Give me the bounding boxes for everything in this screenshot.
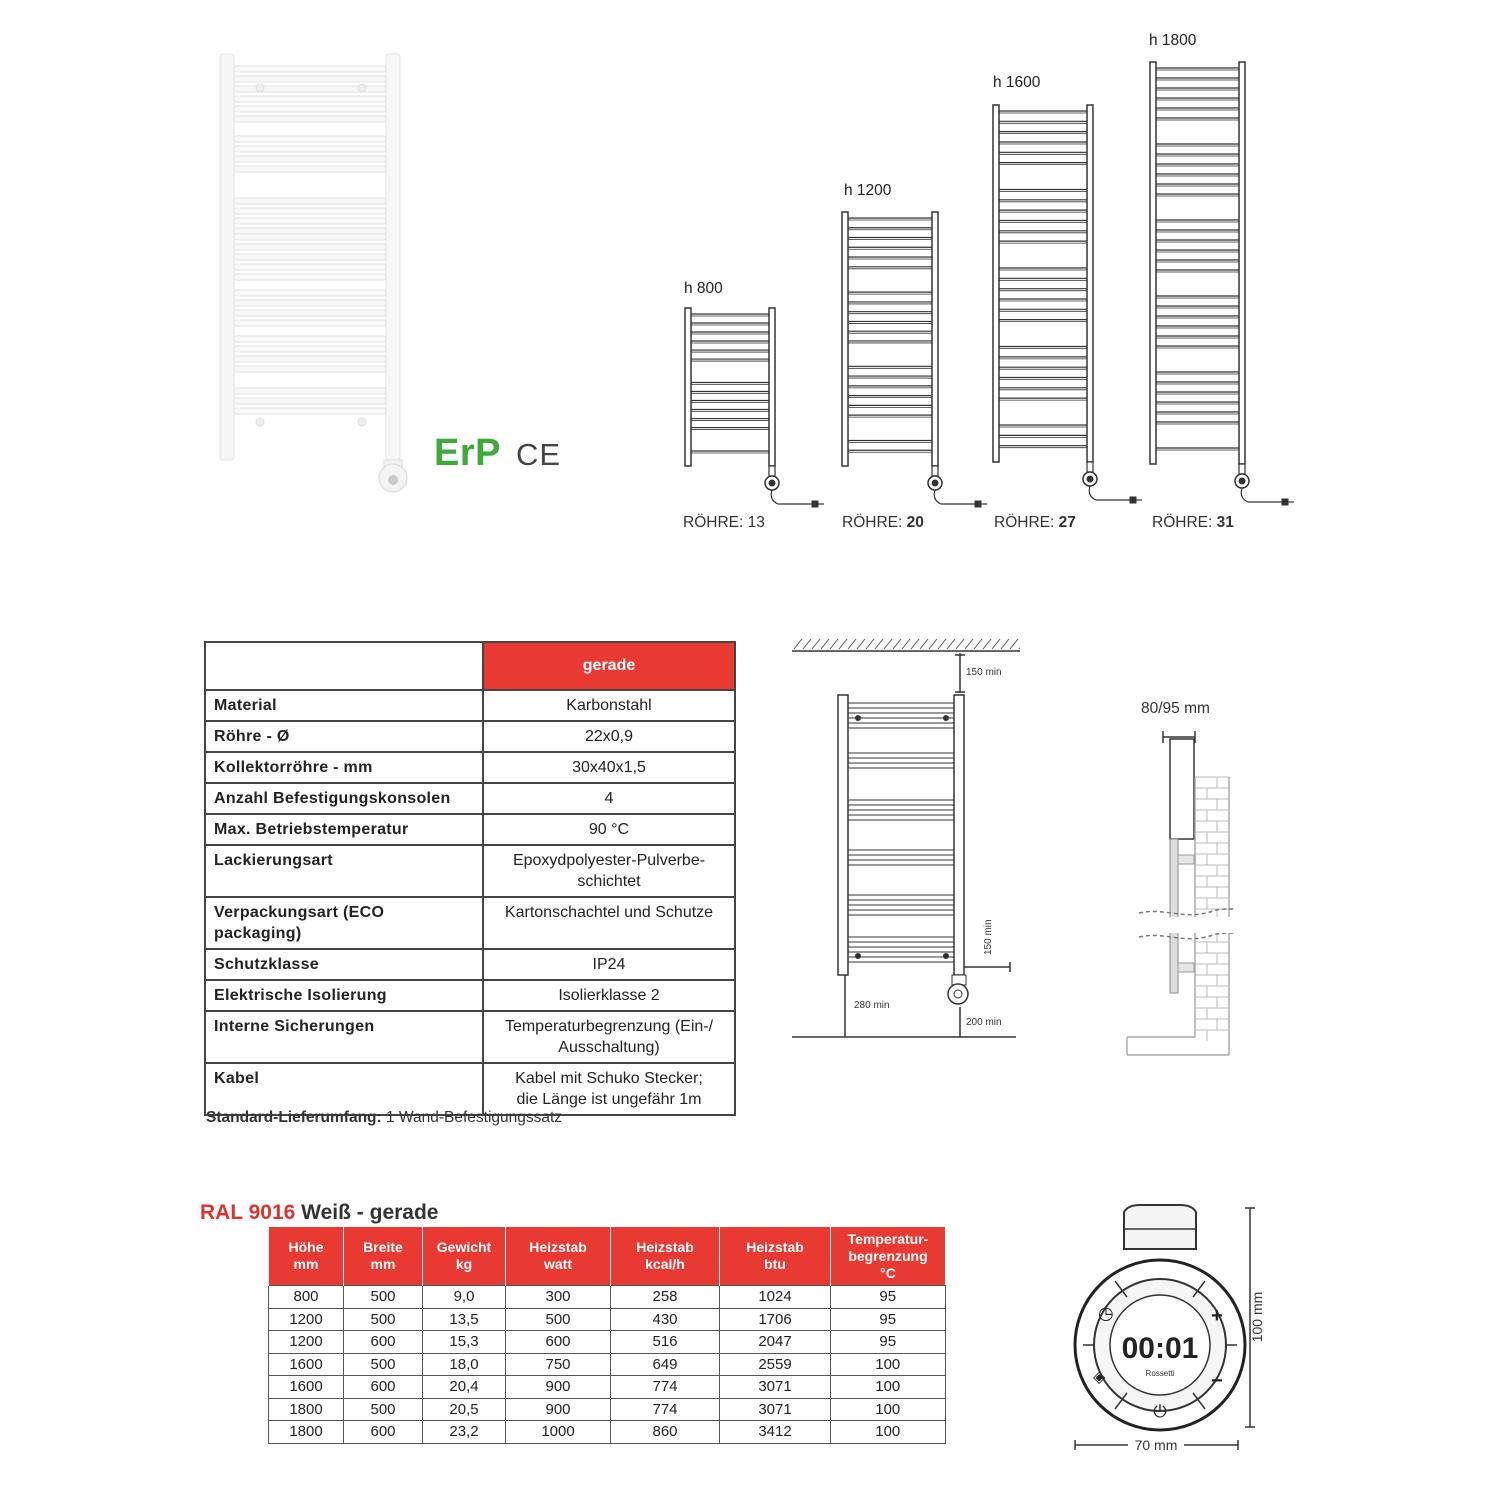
ral-cell: 95 [831, 1286, 946, 1309]
ral-col-header [423, 1227, 506, 1286]
ral-row [269, 1398, 946, 1421]
ral-row [269, 1286, 946, 1309]
ceiling-hatch [1010, 639, 1018, 649]
ral-cell: 600 [344, 1331, 423, 1354]
spec-row [205, 814, 735, 845]
spec-value: Epoxydpolyester-Pulverbe- schichtet [483, 845, 735, 897]
ceiling-hatch [812, 639, 820, 649]
top-clearance-label: 150 min [966, 667, 1002, 678]
variant-right-rail [769, 308, 775, 466]
ral-cell: 600 [344, 1376, 423, 1399]
ral-cell: 13,5 [423, 1308, 506, 1331]
size-label-1800: h 1800 [1149, 32, 1197, 49]
spec-key: Interne Sicherungen [205, 1011, 483, 1063]
ceiling-hatch [884, 639, 892, 649]
ceiling-hatch [992, 639, 1000, 649]
ral-cell: 258 [611, 1286, 720, 1309]
spec-key: Lackierungsart [205, 845, 483, 897]
ral-cell: 500 [344, 1308, 423, 1331]
thermostat-display: 00:01 [1121, 1332, 1199, 1365]
ceiling-hatch [965, 639, 973, 649]
ral-col-header-line: Höhe [288, 1239, 324, 1255]
ral-cell: 800 [269, 1286, 344, 1309]
ral-cell: 600 [506, 1331, 611, 1354]
plug-icon [1130, 497, 1136, 503]
photo-bar [234, 310, 386, 316]
spec-row [205, 752, 735, 783]
spec-header-row [205, 642, 735, 690]
spec-value: IP24 [483, 949, 735, 980]
ral-col-header-line: begrenzung [848, 1247, 928, 1264]
photo-bar [234, 290, 386, 296]
ral-cell: 1800 [269, 1398, 344, 1421]
ral-cell: 95 [831, 1308, 946, 1331]
spec-header-gerade: gerade [483, 642, 735, 690]
plus-icon: + [1211, 1305, 1223, 1327]
ral-col-header [831, 1227, 946, 1286]
size-label-1600: h 1600 [993, 74, 1041, 91]
ral-cell: 3071 [720, 1376, 831, 1399]
plug-icon [975, 501, 981, 507]
ral-col-header-line: kcal/h [645, 1256, 685, 1272]
size-label-800: h 800 [684, 280, 723, 297]
power-cable [1241, 488, 1282, 502]
ral-cell: 500 [506, 1308, 611, 1331]
ral-col-header [506, 1227, 611, 1286]
photo-bar [234, 336, 386, 342]
installation-side-diagram [1125, 725, 1235, 1060]
ceiling-hatch [893, 639, 901, 649]
ral-row [269, 1421, 946, 1444]
ceiling-hatch [857, 639, 865, 649]
photo-bar [234, 264, 386, 270]
ceiling-hatch [947, 639, 955, 649]
plug-icon [812, 501, 818, 507]
photo-bar [234, 234, 386, 240]
ral-cell: 1200 [269, 1331, 344, 1354]
photo-bar [234, 156, 386, 162]
photo-bar [234, 96, 386, 102]
photo-bar [234, 218, 386, 224]
photo-bar [234, 228, 386, 234]
spec-row [205, 1011, 735, 1063]
ral-cell: 20,4 [423, 1376, 506, 1399]
variant-right-rail [932, 212, 938, 466]
radiator-variant-0 [685, 308, 824, 507]
ceiling-hatch [866, 639, 874, 649]
roehre-count-1200: RÖHRE: 20 [842, 514, 924, 531]
ceiling-hatch [920, 639, 928, 649]
spec-value: 90 °C [483, 814, 735, 845]
ceiling-hatch [911, 639, 919, 649]
photo-bar [234, 398, 386, 404]
photo-bar [234, 106, 386, 112]
ral-cell: 100 [831, 1421, 946, 1444]
spec-row [205, 845, 735, 897]
spec-value: Temperaturbegrenzung (Ein-/ Ausschaltung) [483, 1011, 735, 1063]
product-photo [210, 48, 410, 498]
heater-knob-center [769, 480, 775, 486]
ral-cell: 2047 [720, 1331, 831, 1354]
radiator-variant-1 [842, 212, 987, 507]
roehre-count-800: RÖHRE: 13 [683, 514, 765, 531]
power-icon: ⏻ [1153, 1402, 1167, 1421]
ral-col-header [269, 1227, 344, 1286]
ral-cell: 900 [506, 1398, 611, 1421]
ral-cell: 1200 [269, 1308, 344, 1331]
photo-bar [234, 76, 386, 82]
thermostat-drawing [1060, 1195, 1280, 1455]
ral-col-header-line: Heizstab [636, 1239, 694, 1255]
ral-col-header-line: mm [370, 1256, 396, 1272]
spec-row [205, 897, 735, 949]
heater-stem [1239, 464, 1245, 474]
variant-left-rail [842, 212, 848, 466]
photo-bar [234, 116, 386, 122]
ceiling-hatch [938, 639, 946, 649]
power-cable [771, 490, 812, 504]
ral-cell: 95 [831, 1331, 946, 1354]
ral-col-header-line: watt [544, 1256, 572, 1272]
photo-bar [234, 320, 386, 326]
ral-cell: 3071 [720, 1398, 831, 1421]
thermostat-brand: Rossetti [1145, 1369, 1175, 1378]
roehre-count-1600: RÖHRE: 27 [994, 514, 1076, 531]
spec-key: Röhre - Ø [205, 721, 483, 752]
spec-value: 30x40x1,5 [483, 752, 735, 783]
ral-col-header [720, 1227, 831, 1286]
ral-cell: 20,5 [423, 1398, 506, 1421]
spec-value: Karbonstahl [483, 690, 735, 721]
ceiling-hatch [1001, 639, 1009, 649]
spec-header-empty [205, 642, 483, 690]
ral-cell: 2559 [720, 1353, 831, 1376]
spec-value: Kartonschachtel und Schutze [483, 897, 735, 949]
minus-icon: − [1211, 1370, 1223, 1392]
variant-right-rail [1239, 62, 1245, 464]
spec-table [204, 641, 736, 1116]
size-variants-drawing [670, 50, 1320, 530]
photo-bar [234, 208, 386, 214]
ral-cell: 860 [611, 1421, 720, 1444]
photo-bar [234, 244, 386, 250]
ral-cell: 900 [506, 1376, 611, 1399]
variant-right-rail [1087, 105, 1093, 462]
ral-cell: 15,3 [423, 1331, 506, 1354]
ral-cell: 600 [344, 1421, 423, 1444]
photo-bar [234, 146, 386, 152]
ral-cell: 9,0 [423, 1286, 506, 1309]
ceiling-hatch [848, 639, 856, 649]
ral-cell: 3412 [720, 1421, 831, 1444]
ral-col-header-line: Gewicht [436, 1239, 492, 1255]
spec-key: Max. Betriebstemperatur [205, 814, 483, 845]
photo-bar [234, 66, 386, 72]
ral-cell: 23,2 [423, 1421, 506, 1444]
roehre-count-1800: RÖHRE: 31 [1152, 514, 1234, 531]
ral-row [269, 1308, 946, 1331]
heater-stem [1087, 462, 1093, 472]
depth-dimension-label: 80/95 mm [1141, 700, 1210, 717]
clock-icon: ◷ [1098, 1303, 1114, 1323]
ral-cell: 1600 [269, 1376, 344, 1399]
variant-left-rail [993, 105, 999, 462]
power-cable [1089, 486, 1130, 500]
ral-cell: 1600 [269, 1353, 344, 1376]
spec-value: 4 [483, 783, 735, 814]
ceiling-hatch [821, 639, 829, 649]
spec-key: Kollektorröhre - mm [205, 752, 483, 783]
ral-cell: 500 [344, 1398, 423, 1421]
photo-bar [234, 300, 386, 306]
ceiling-hatch [983, 639, 991, 649]
floor-clearance-left-label: 280 min [854, 1000, 890, 1011]
spec-row [205, 690, 735, 721]
ceiling-hatch [839, 639, 847, 649]
photo-bar [234, 198, 386, 204]
ral-data-table [268, 1227, 946, 1444]
ral-cell: 774 [611, 1398, 720, 1421]
ral-cell: 500 [344, 1286, 423, 1309]
spec-key: Anzahl Befestigungskonsolen [205, 783, 483, 814]
spec-key: Kabel [205, 1063, 483, 1115]
photo-bar [234, 166, 386, 172]
mode-icon: ◈ [1093, 1369, 1106, 1386]
ral-cell: 1000 [506, 1421, 611, 1444]
ral-cell: 774 [611, 1376, 720, 1399]
spec-key: Material [205, 690, 483, 721]
spec-row [205, 980, 735, 1011]
heater-knob-center [1239, 478, 1245, 484]
variant-left-rail [685, 308, 691, 466]
ral-col-header-line: °C [880, 1264, 896, 1281]
erp-logo: ErP [434, 432, 501, 474]
ral-col-header-line: btu [764, 1256, 786, 1272]
spec-value: Kabel mit Schuko Stecker; die Länge ist ungefähr 1m [483, 1063, 735, 1115]
ral-col-header-line: Temperatur- [847, 1230, 929, 1247]
ral-row [269, 1376, 946, 1399]
ral-cell: 1706 [720, 1308, 831, 1331]
ral-cell: 750 [506, 1353, 611, 1376]
ral-cell: 100 [831, 1376, 946, 1399]
spec-key: Elektrische Isolierung [205, 980, 483, 1011]
ral-col-header-line: mm [293, 1256, 319, 1272]
photo-bar [234, 366, 386, 372]
ral-row [269, 1331, 946, 1354]
heater-stem [769, 466, 775, 476]
photo-bar [234, 346, 386, 352]
thermostat-width-label: 70 mm [1134, 1437, 1178, 1453]
power-cable [934, 490, 975, 504]
ral-cell: 300 [506, 1286, 611, 1309]
ral-cell: 100 [831, 1353, 946, 1376]
floor-clearance-right-label: 200 min [966, 1017, 1002, 1028]
thermostat-height-label: 100 mm [1249, 1291, 1265, 1343]
ral-cell: 1800 [269, 1421, 344, 1444]
ral-row [269, 1353, 946, 1376]
ral-col-header [611, 1227, 720, 1286]
side-clearance-label: 150 min [983, 919, 994, 955]
photo-bar [234, 356, 386, 362]
ral-cell: 100 [831, 1398, 946, 1421]
spec-row [205, 949, 735, 980]
ral-col-header-line: Heizstab [746, 1239, 804, 1255]
ral-col-header-line: Heizstab [529, 1239, 587, 1255]
ceiling-hatch [875, 639, 883, 649]
ral-cell: 649 [611, 1353, 720, 1376]
photo-bar [234, 274, 386, 280]
ral-col-header [344, 1227, 423, 1286]
heater-stem [932, 466, 938, 476]
ceiling-hatch [956, 639, 964, 649]
ral-cell: 18,0 [423, 1353, 506, 1376]
photo-bar [234, 388, 386, 394]
ral-col-header-line: kg [455, 1256, 473, 1272]
heater-knob-center [1087, 476, 1093, 482]
ral-cell: 430 [611, 1308, 720, 1331]
photo-bar [234, 136, 386, 142]
variant-left-rail [1150, 62, 1156, 464]
spec-row [205, 783, 735, 814]
ce-mark: CE [516, 437, 562, 472]
spec-row [205, 721, 735, 752]
delivery-scope-note: Standard-Lieferumfang: 1 Wand-Befestigungssatz [206, 1109, 563, 1126]
spec-key: Verpackungsart (ECO packaging) [205, 897, 483, 949]
ceiling-hatch [929, 639, 937, 649]
ral-col-header-line: Breite [363, 1239, 403, 1255]
radiator-variant-3 [1150, 62, 1294, 505]
radiator-variant-2 [993, 105, 1142, 503]
ceiling-hatch [803, 639, 811, 649]
installation-front-diagram [790, 635, 1020, 1045]
spec-row [205, 1063, 735, 1115]
ral-title: RAL 9016 Weiß - gerade [200, 1201, 439, 1224]
ceiling-hatch [974, 639, 982, 649]
ral-cell: 1024 [720, 1286, 831, 1309]
ceiling-hatch [794, 639, 802, 649]
ceiling-hatch [1019, 639, 1020, 649]
spec-key: Schutzklasse [205, 949, 483, 980]
ral-cell: 500 [344, 1353, 423, 1376]
ral-cell: 516 [611, 1331, 720, 1354]
spec-value: 22x0,9 [483, 721, 735, 752]
photo-bar [234, 254, 386, 260]
spec-value: Isolierklasse 2 [483, 980, 735, 1011]
heater-knob-center [932, 480, 938, 486]
ceiling-hatch [902, 639, 910, 649]
ceiling-hatch [830, 639, 838, 649]
plug-icon [1282, 499, 1288, 505]
photo-bar [234, 408, 386, 414]
size-label-1200: h 1200 [844, 182, 892, 199]
